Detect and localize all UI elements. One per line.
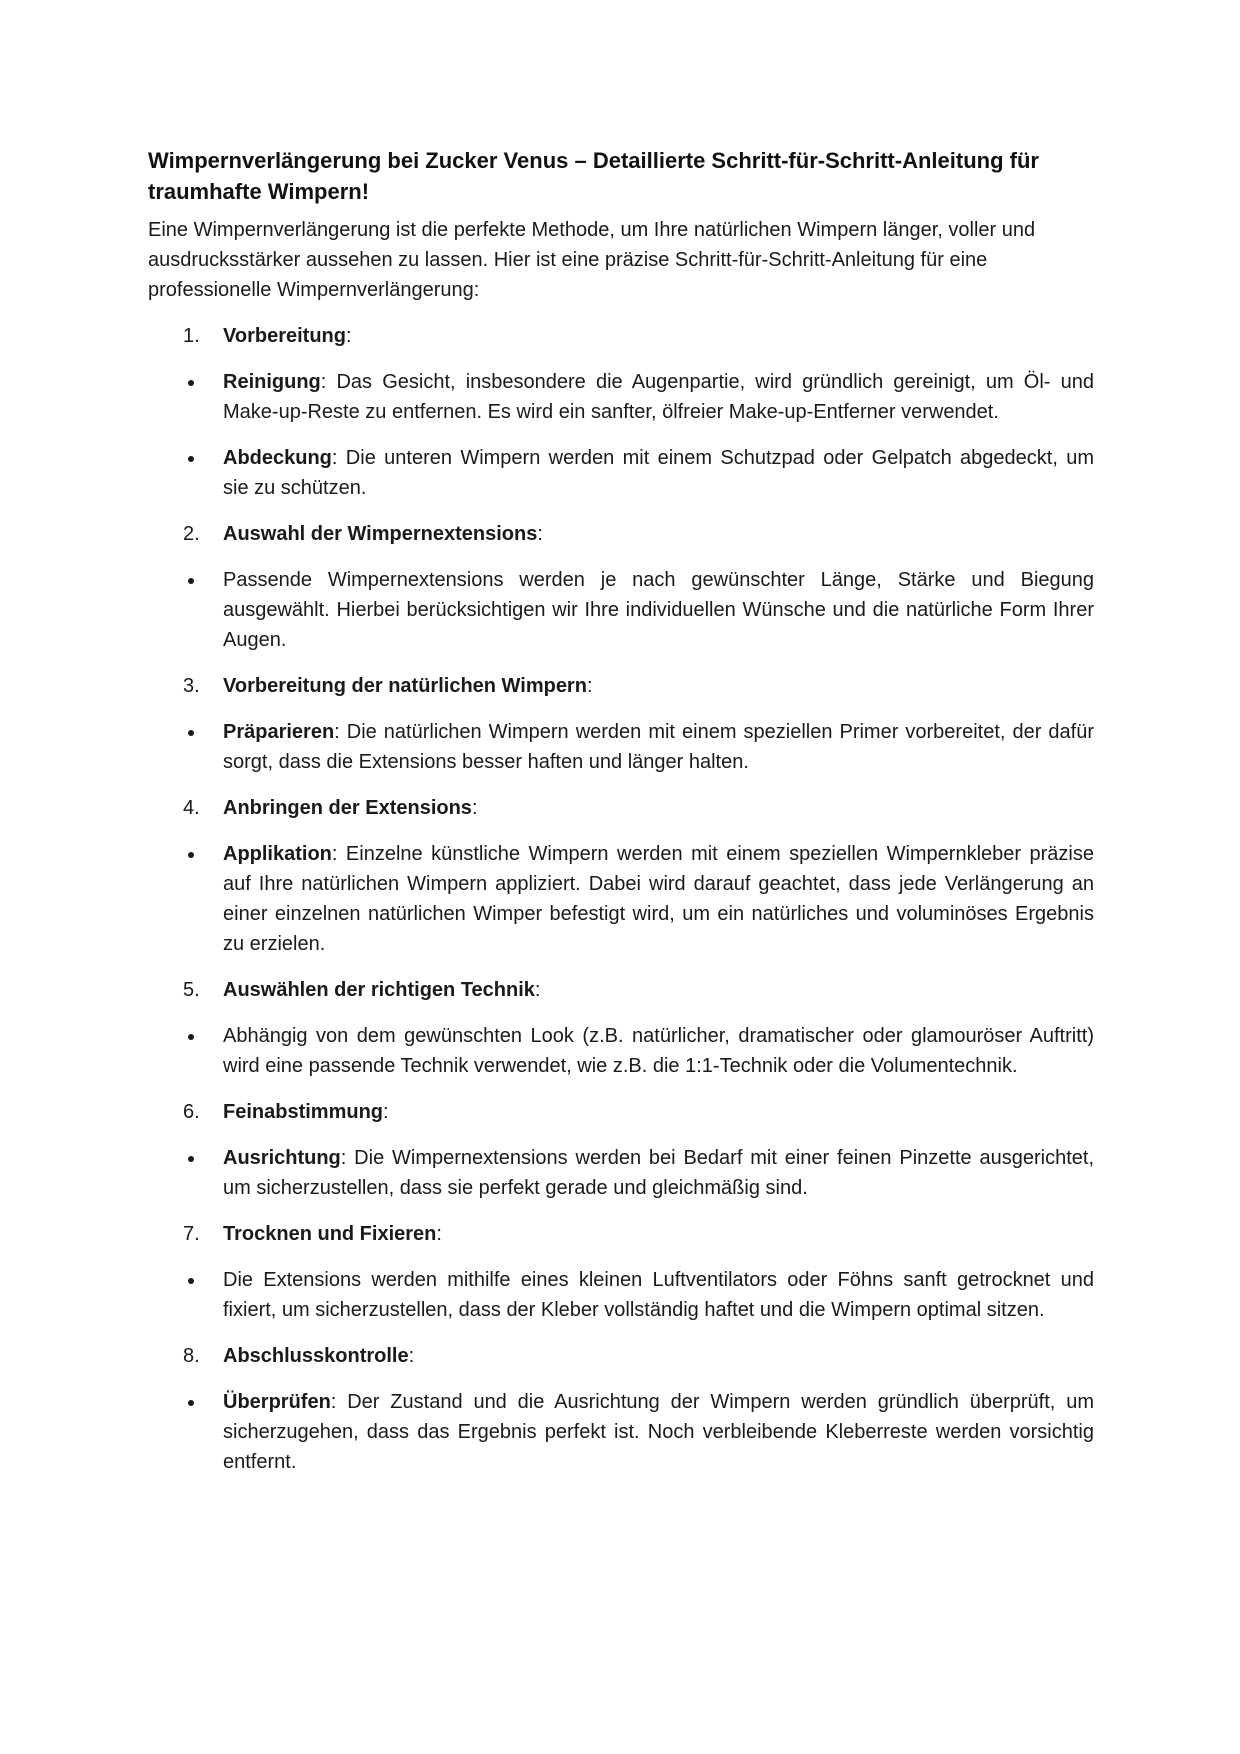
step-title-colon: : xyxy=(436,1223,442,1245)
bullet-dot-icon xyxy=(188,730,194,736)
step-number: 5. xyxy=(183,979,200,1001)
step-title: Anbringen der Extensions xyxy=(223,797,472,819)
bullet-item xyxy=(148,1265,1094,1325)
bullet-dot-icon xyxy=(188,578,194,584)
step-number: 6. xyxy=(183,1101,200,1123)
step-title-colon: : xyxy=(586,675,593,697)
bullet-label: Reinigung xyxy=(223,371,321,393)
bullet-item xyxy=(148,1387,1094,1477)
step-number: 7. xyxy=(183,1223,200,1245)
bullet-text: Die Extensions werden mithilfe eines kleinen Luftventilators oder Föhns sanft getrocknet und fixiert, um sicherzustellen, dass der Kleber vollständig haftet und die Wimpern optimal sitzen. xyxy=(223,1269,1094,1321)
bullet-text: : Der Zustand und die Ausrichtung der Wimpern werden gründlich überprüft, um sicherzugehen, dass das Ergebnis perfekt ist. Noch verbleibende Kleberreste werden vorsichtig entfernt. xyxy=(223,1391,1094,1473)
bullet-text: : Die natürlichen Wimpern werden mit einem speziellen Primer vorbereitet, der dafür sorgt, dass die Extensions besser haften und länger halten. xyxy=(223,721,1094,773)
document-page xyxy=(148,145,1094,1493)
step-title: Vorbereitung xyxy=(223,325,346,347)
bullet-label: Abdeckung xyxy=(223,447,332,469)
step-heading xyxy=(148,1097,1094,1127)
bullet-dot-icon xyxy=(188,1400,194,1406)
bullet-text: : Die unteren Wimpern werden mit einem Schutzpad oder Gelpatch abgedeckt, um sie zu schützen. xyxy=(223,447,1094,499)
step-title: Feinabstimmung xyxy=(223,1101,384,1123)
step-heading xyxy=(148,1341,1094,1371)
step-heading xyxy=(148,975,1094,1005)
step-title-colon: : xyxy=(537,523,543,545)
step-title: Abschlusskontrolle xyxy=(223,1345,409,1367)
step-number: 2. xyxy=(183,523,200,545)
step-title: Auswählen der richtigen Technik xyxy=(223,979,535,1001)
bullet-label: Überprüfen xyxy=(223,1391,331,1413)
bullet-dot-icon xyxy=(188,456,194,462)
step-number: 4. xyxy=(183,797,200,819)
bullet-item xyxy=(148,1021,1094,1081)
bullet-item xyxy=(148,839,1094,959)
step-title-colon: : xyxy=(471,797,478,819)
bullet-item xyxy=(148,367,1094,427)
bullet-label: Präparieren xyxy=(223,721,335,743)
bullet-text: Abhängig von dem gewünschten Look (z.B. natürlicher, dramatischer oder glamouröser Auftritt) wird eine passende Technik verwendet, wie z.B. die 1:1-Technik oder die Volumentechnik. xyxy=(223,1025,1094,1077)
steps-list xyxy=(148,321,1094,1477)
document-title: Wimpernverlängerung bei Zucker Venus – Detaillierte Schritt-für-Schritt-Anleitung für traumhafte Wimpern! xyxy=(148,148,1039,204)
bullet-item xyxy=(148,565,1094,655)
step-title: Trocknen und Fixieren xyxy=(223,1223,437,1245)
bullet-item xyxy=(148,1143,1094,1203)
bullet-text: : Einzelne künstliche Wimpern werden mit einem speziellen Wimpernkleber präzise auf Ihre natürlichen Wimpern appliziert. Dabei wird darauf geachtet, dass jede Verlängerung an einer einzelnen natürlichen Wimper befestigt wird, um ein natürliches und voluminöses Ergebnis zu erzielen. xyxy=(223,843,1094,955)
bullet-text: : Die Wimpernextensions werden bei Bedarf mit einer feinen Pinzette ausgerichtet, um sicherzustellen, dass sie perfekt gerade und gleichmäßig sind. xyxy=(223,1147,1094,1199)
step-heading xyxy=(148,671,1094,701)
step-title: Auswahl der Wimpernextensions xyxy=(223,523,538,545)
step-heading xyxy=(148,519,1094,549)
step-title-colon: : xyxy=(345,325,352,347)
bullet-label: Applikation xyxy=(223,843,332,865)
step-number: 3. xyxy=(183,675,200,697)
intro-paragraph: Eine Wimpernverlängerung ist die perfekte Methode, um Ihre natürlichen Wimpern länger, voller und ausdrucksstärker aussehen zu lassen. Hier ist eine präzise Schritt-für-Schritt-Anleitung für eine professionelle Wimpernverlängerung: xyxy=(148,219,1036,301)
bullet-label: Ausrichtung xyxy=(223,1147,341,1169)
step-title-colon: : xyxy=(383,1101,389,1123)
bullet-item xyxy=(148,443,1094,503)
bullet-item xyxy=(148,717,1094,777)
step-heading xyxy=(148,1219,1094,1249)
step-number: 8. xyxy=(183,1345,200,1367)
step-heading xyxy=(148,321,1094,351)
step-number: 1. xyxy=(183,325,200,347)
bullet-text: Passende Wimpernextensions werden je nach gewünschter Länge, Stärke und Biegung ausgewählt. Hierbei berücksichtigen wir Ihre individuellen Wünsche und die natürliche Form Ihrer Augen. xyxy=(223,569,1094,651)
step-heading xyxy=(148,793,1094,823)
step-title: Vorbereitung der natürlichen Wimpern xyxy=(223,675,587,697)
bullet-dot-icon xyxy=(188,1034,194,1040)
bullet-dot-icon xyxy=(188,852,194,858)
bullet-text: : Das Gesicht, insbesondere die Augenpartie, wird gründlich gereinigt, um Öl- und Make-up-Reste zu entfernen. Es wird ein sanfter, ölfreier Make-up-Entferner verwendet. xyxy=(223,371,1094,423)
bullet-dot-icon xyxy=(188,1278,194,1284)
step-title-colon: : xyxy=(534,979,541,1001)
bullet-dot-icon xyxy=(188,1156,194,1162)
step-title-colon: : xyxy=(408,1345,415,1367)
bullet-dot-icon xyxy=(188,380,194,386)
